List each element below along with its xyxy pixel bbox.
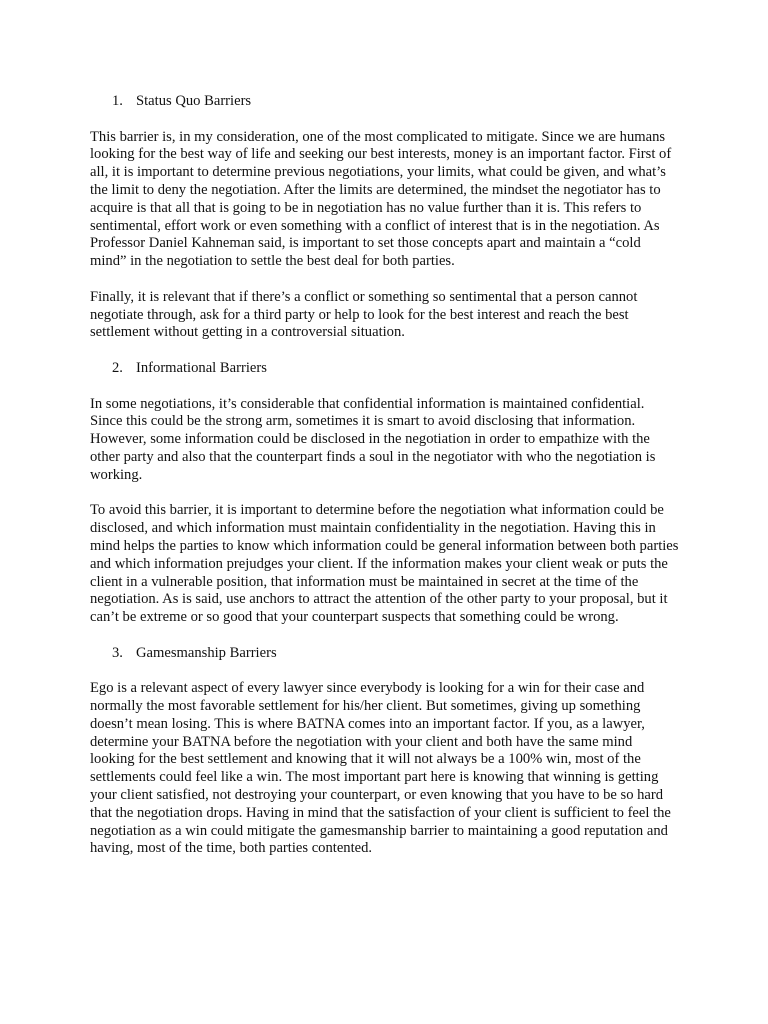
section-heading-status-quo [90, 93, 680, 111]
paragraph: In some negotiations, it’s considerable that confidential information is maintained confidential. Since this could be the strong arm, sometimes it is smart to avoid disclosing that information. However, some information could be disclosed in the negotiation in order to empathize with the other party and also that the counterpart finds a soul in the negotiator with who the negotiation is working. [90, 395, 656, 483]
section-title: Gamesmanship Barriers [136, 644, 277, 661]
paragraph: This barrier is, in my consideration, one of the most complicated to mitigate. Since we are humans looking for the best way of life and seeking our best interests, money is an important factor. First of all, it is important to determine previous negotiations, your limits, what could be given, and what’s the limit to deny the negotiation. After the limits are determined, the mindset the negotiator has to acquire is that all that is going to be in negotiation has no value further than it is. This refers to sentimental, effort work or even something with a conflict of interest that is in the negotiation. As Professor Daniel Kahneman said, is important to set those concepts apart and maintain a “cold mind” in the negotiation to settle the best deal for both parties. [90, 128, 672, 270]
document-page [90, 93, 680, 876]
section-number: 3. [112, 644, 123, 661]
section-number: 1. [112, 93, 123, 109]
section-heading-gamesmanship [90, 645, 680, 663]
section-title: Informational Barriers [136, 359, 267, 376]
paragraph: To avoid this barrier, it is important to determine before the negotiation what information could be disclosed, and which information must maintain confidentiality in the negotiation. Having this in mind helps the parties to know which information could be general information between both parties and which information prejudges your client. If the information makes your client weak or puts the client in a vulnerable position, that information must be maintained in secret at the time of the negotiation. As is said, use anchors to attract the attention of the other party to your proposal, but it can’t be extreme or so good that your counterpart suspects that something could be wrong. [90, 502, 679, 626]
paragraph: Ego is a relevant aspect of every lawyer since everybody is looking for a win for their case and normally the most favorable settlement for his/her client. But sometimes, giving up something doesn’t mean losing. This is where BATNA comes into an important factor. If you, as a lawyer, determine your BATNA before the negotiation with your client and both have the same mind looking for the best settlement and knowing that it will not always be a 100% win, most of the settlements could feel like a win. The most important part here is knowing that winning is getting your client satisfied, not destroying your counterpart, or even knowing that you have to be so hard that the negotiation drops. Having in mind that the satisfaction of your client is sufficient to feel the negotiation as a win could mitigate the gamesmanship barrier to maintaining a good reputation and having, most of the time, both parties contented. [90, 680, 671, 857]
section-heading-informational [90, 360, 680, 378]
section-number: 2. [112, 359, 123, 376]
paragraph: Finally, it is relevant that if there’s a conflict or something so sentimental that a person cannot negotiate through, ask for a third party or help to look for the best interest and reach the best settlement without getting in a controversial situation. [90, 288, 638, 341]
section-title: Status Quo Barriers [136, 93, 252, 109]
